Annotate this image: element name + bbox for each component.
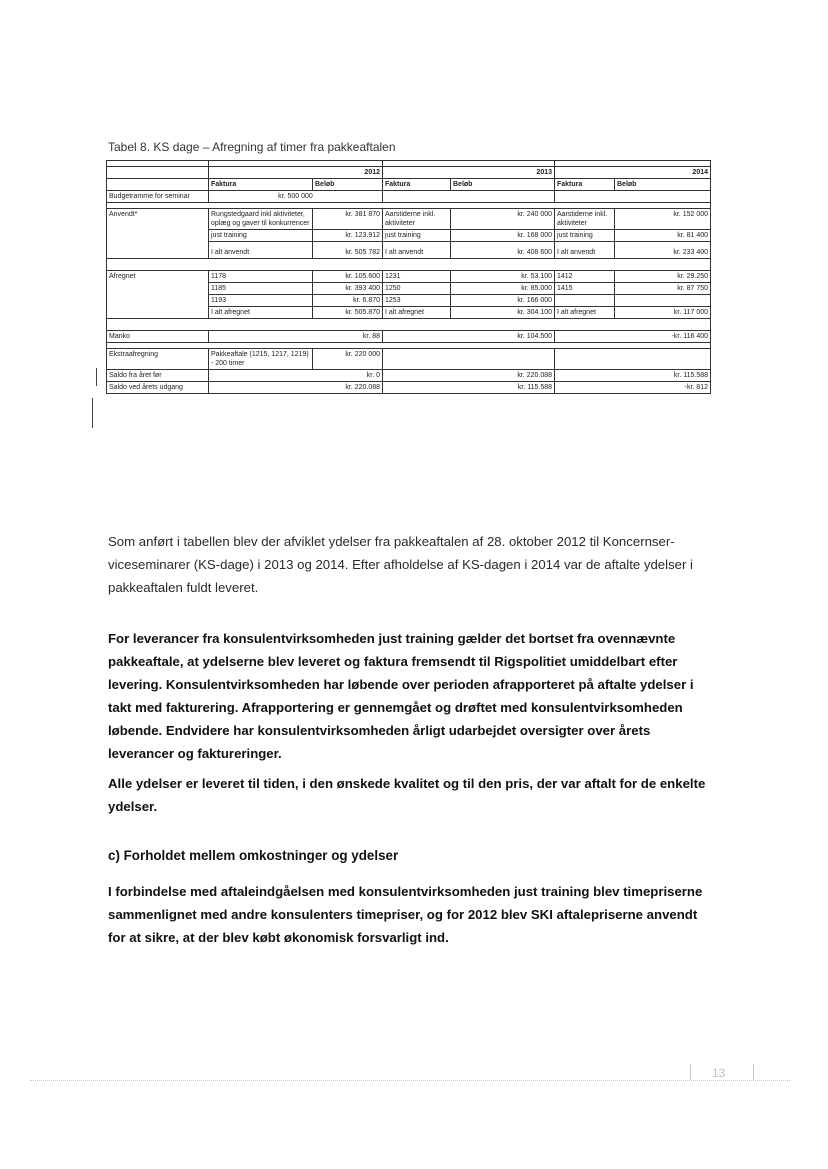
spacer-row xyxy=(107,319,711,331)
table-cell: kr. 6.870 xyxy=(313,295,383,307)
table-cell: 1412 xyxy=(555,271,615,283)
afregnet-row-1 xyxy=(107,271,711,283)
table-cell: kr. 168 000 xyxy=(451,230,555,242)
spacer-row xyxy=(107,259,711,271)
table-cell: kr. 87 750 xyxy=(615,283,711,295)
ekstra-row xyxy=(107,349,711,370)
year-header-row xyxy=(107,167,711,179)
budget-value: kr. 500 000 xyxy=(209,191,383,203)
manko-label: Manko xyxy=(107,331,209,343)
afregnet-label: Afregnet xyxy=(107,271,209,319)
page-number: 13 xyxy=(712,1066,726,1080)
ks-dage-table xyxy=(106,160,711,394)
table-cell: just training xyxy=(555,230,615,242)
table-cell: kr. 105.600 xyxy=(313,271,383,283)
table-cell xyxy=(555,295,615,307)
table-cell: Aarstiderne inkl. aktiviteter xyxy=(555,209,615,230)
manko-2012: kr. 88 xyxy=(209,331,383,343)
table-cell: I alt anvendt xyxy=(209,242,313,259)
anvendt-row-1 xyxy=(107,209,711,230)
table-cell: kr. 166 000 xyxy=(451,295,555,307)
saldo-fra-2013: kr. 220.088 xyxy=(383,370,555,382)
year-2012: 2012 xyxy=(209,167,383,179)
paragraph-2: For leverancer fra konsulentvirksomheden just training gælder det bortset fra ovennævnte pakkeaftale, at ydelserne blev leveret og faktura fremsendt til Rigspolitiet umiddelbart efter levering. Konsulentvirksomheden har løbende over perioden afrapporteret på aftalte ydelser i takt med fakturering. Afrapportering er gennemgået og drøftet med konsulentvirksomheden løbende. Endvidere har konsulentvirksomheden årligt udarbejdet oversigter over årets leverancer og faktureringer. xyxy=(108,631,694,761)
faktura-header-2012: Faktura xyxy=(209,179,313,191)
saldo-ved-2013: kr. 115.588 xyxy=(383,382,555,394)
saldo-ved-2014: -kr. 812 xyxy=(555,382,711,394)
table-cell: kr. 393 400 xyxy=(313,283,383,295)
table-caption: Tabel 8. KS dage – Afregning af timer fra pakkeaftalen xyxy=(108,140,396,154)
saldo-fra-2014: kr. 115.588 xyxy=(555,370,711,382)
paragraph-1: Som anført i tabellen blev der afviklet ydelser fra pakkeaftalen af 28. oktober 2012 til Koncernserviceseminarer (KS-dage) i 2013 og 2014. Efter afholdelse af KS-dagen i 2014 var de aftalte ydelser i pakkeaftalen fuldt leveret. xyxy=(108,534,693,595)
table-cell: kr. 53.100 xyxy=(451,271,555,283)
table-cell: I alt anvendt xyxy=(383,242,451,259)
year-2014: 2014 xyxy=(555,167,711,179)
faktura-header-2013: Faktura xyxy=(383,179,451,191)
anvendt-label: Anvendt* xyxy=(107,209,209,259)
table-cell: kr. 381 870 xyxy=(313,209,383,230)
ekstra-beloeb: kr. 220 000 xyxy=(313,349,383,370)
section-heading-c: c) Forholdet mellem omkostninger og ydelser xyxy=(108,848,399,863)
table-cell: kr. 117 000 xyxy=(615,307,711,319)
faktura-header-2014: Faktura xyxy=(555,179,615,191)
table-cell: 1231 xyxy=(383,271,451,283)
table-cell: Aarstiderne inkl. aktiviteter xyxy=(383,209,451,230)
table-cell: kr. 81 400 xyxy=(615,230,711,242)
manko-row xyxy=(107,331,711,343)
table-cell: 1185 xyxy=(209,283,313,295)
beloeb-header-2012: Beløb xyxy=(313,179,383,191)
table-cell: Rungstedgaard inkl aktiviteter, oplæg og gaver til konkurrencer xyxy=(209,209,313,230)
manko-2013: kr. 104.500 xyxy=(383,331,555,343)
table-cell: 1178 xyxy=(209,271,313,283)
table-cell: kr. 123.912 xyxy=(313,230,383,242)
beloeb-header-2014: Beløb xyxy=(615,179,711,191)
table-cell: I alt anvendt xyxy=(555,242,615,259)
footer-divider xyxy=(30,1080,790,1081)
table-cell: kr. 408 600 xyxy=(451,242,555,259)
table-cell: kr. 29.250 xyxy=(615,271,711,283)
margin-mark xyxy=(92,398,93,428)
table-cell: kr. 233 400 xyxy=(615,242,711,259)
manko-2014: -kr. 116 400 xyxy=(555,331,711,343)
table-cell: kr. 152 000 xyxy=(615,209,711,230)
table-cell: just training xyxy=(209,230,313,242)
table-cell: I alt afregnet xyxy=(383,307,451,319)
budget-label: Budgetramme for seminar xyxy=(107,191,209,203)
saldo-fra-label: Saldo fra året før xyxy=(107,370,209,382)
paragraph-3: Alle ydelser er leveret til tiden, i den ønskede kvalitet og til den pris, der var aftalt for de enkelte ydelser. xyxy=(108,776,706,814)
table-cell: 1193 xyxy=(209,295,313,307)
paragraph-4: I forbindelse med aftaleindgåelsen med konsulentvirksomheden just training blev timepriserne sammenlignet med andre konsulenters timepriser, og for 2012 blev SKI aftalepriserne anvendt for at sikre, at der blev købt økonomisk forsvarligt ind. xyxy=(108,884,703,945)
table-cell: just training xyxy=(383,230,451,242)
table-cell: 1415 xyxy=(555,283,615,295)
saldo-ved-row xyxy=(107,382,711,394)
ekstra-faktura: Pakkeaftale (1215, 1217, 1219) - 200 timer xyxy=(209,349,313,370)
beloeb-header-2013: Beløb xyxy=(451,179,555,191)
table-cell xyxy=(615,295,711,307)
table-cell: kr. 85.000 xyxy=(451,283,555,295)
saldo-fra-row xyxy=(107,370,711,382)
table-cell: kr. 304.100 xyxy=(451,307,555,319)
table-cell: 1253 xyxy=(383,295,451,307)
saldo-ved-label: Saldo ved årets udgang xyxy=(107,382,209,394)
table-cell: I alt afregnet xyxy=(209,307,313,319)
ekstra-label: Ekstraafregning xyxy=(107,349,209,370)
budget-row xyxy=(107,191,711,203)
year-2013: 2013 xyxy=(383,167,555,179)
table-cell: I alt afregnet xyxy=(555,307,615,319)
column-header-row xyxy=(107,179,711,191)
table-cell: 1250 xyxy=(383,283,451,295)
table-cell: kr. 505.870 xyxy=(313,307,383,319)
table-cell: kr. 505 782 xyxy=(313,242,383,259)
margin-mark xyxy=(96,368,97,386)
saldo-fra-2012: kr. 0 xyxy=(209,370,383,382)
saldo-ved-2012: kr. 220.088 xyxy=(209,382,383,394)
table-cell: kr. 240 000 xyxy=(451,209,555,230)
